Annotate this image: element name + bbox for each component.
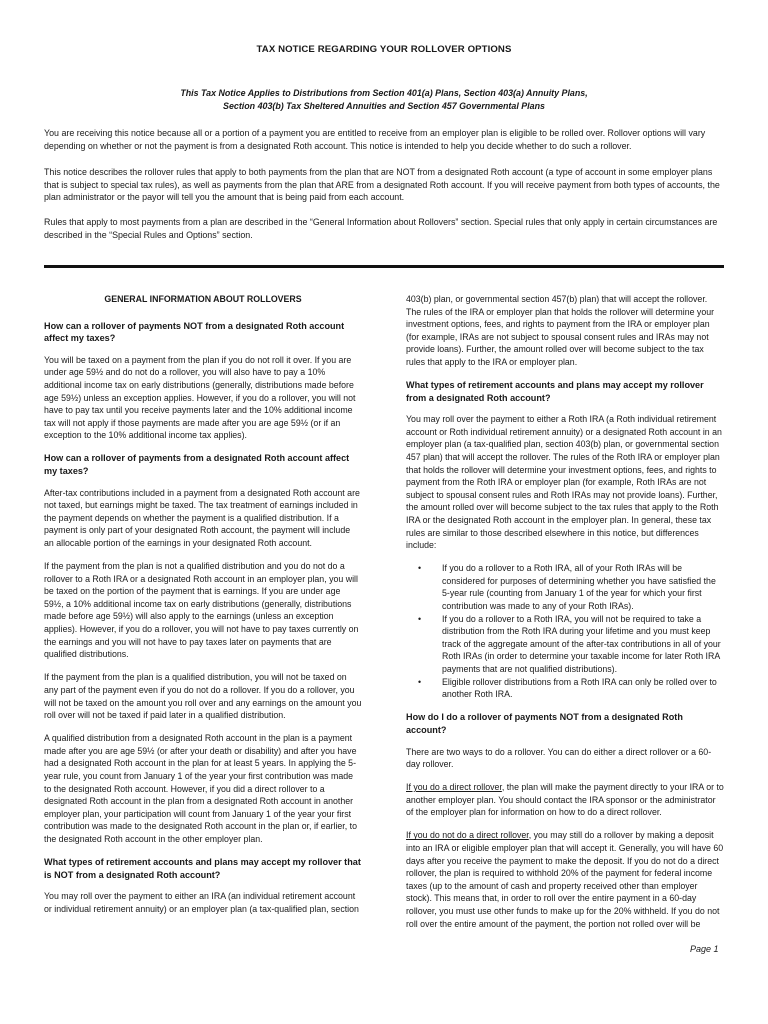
bullet-icon: •: [418, 676, 422, 687]
list-item-text: Eligible rollover distributions from a Roth IRA can only be rolled over to another Roth IRA.: [442, 676, 717, 700]
section-heading: GENERAL INFORMATION ABOUT ROLLOVERS: [104, 294, 302, 304]
body-paragraph: There are two ways to do a rollover. You can do either a direct rollover or a 60-day rollover.: [406, 746, 712, 770]
body-paragraph: If the payment from the plan is a qualified distribution, you will not be taxed on any part of the payment even if you do not do a rollover. If you do a rollover, you will not be taxed on the amount you roll over and any earnings on the amount you roll over will not be taxed if paid later in a qualified distribution.: [44, 672, 362, 721]
bullet-icon: •: [418, 563, 422, 574]
underlined-term: If you do a direct rollover: [406, 782, 502, 793]
body-paragraph: [406, 781, 724, 819]
list-item: [414, 613, 724, 676]
page-number: Page 1: [690, 944, 719, 954]
document-title: TAX NOTICE REGARDING YOUR ROLLOVER OPTIONS: [256, 44, 512, 55]
question-heading: What types of retirement accounts and plans may accept my rollover that is NOT from a designated Roth account?: [44, 857, 361, 880]
list-item: [414, 676, 724, 701]
body-paragraph: You may roll over the payment to either an IRA (an individual retirement account or individual retirement annuity) or an employer plan (a tax-qualified plan, section: [44, 891, 359, 914]
intro-paragraph-1: You are receiving this notice because all or a portion of a payment you are entitled to receive from an employer plan is eligible to be rolled over. Rollover options will vary depending on whether or not the payment is from a designated Roth account. This notice is intended to help you decide whether to do such a rollover.: [44, 128, 706, 151]
body-paragraph: 403(b) plan, or governmental section 457(b) plan) that will accept the rollover. The rules of the IRA or employer plan that holds the rollover will determine your investment options, fees, and rights to payment from the IRA or employer plan (for example, IRAs are not subject to spousal consent rules and IRAs may not provide loans). Further, the amount rolled over will become subject to the tax rules that apply to the IRA or employer plan.: [406, 294, 715, 367]
list-item: [414, 562, 724, 612]
question-heading: How do I do a rollover of payments NOT from a designated Roth account?: [406, 712, 683, 735]
subtitle-line-1: This Tax Notice Applies to Distributions from Section 401(a) Plans, Section 403(a) Annuity Plans,: [180, 88, 588, 98]
paragraph-text: , the plan will make the payment directly to your IRA or to another employer plan. You should contact the IRA sponsor or the administrator of the employer plan for information on how to do a direct rollover.: [406, 782, 724, 818]
document-subtitle: [60, 87, 708, 112]
body-paragraph: You may roll over the payment to either a Roth IRA (a Roth individual retirement account or Roth individual retirement annuity) or a designated Roth account in an employer plan (a tax-qualified plan, section 403(b) plan, or governmental section 457 plan) that will accept the rollover. The rules of the Roth IRA or employer plan that holds the rollover will determine your investment options, fees, and rights to payment from the Roth IRA or employer plan (for example, Roth IRAs are not subject to spousal consent rules and Roth IRAs may not provide loans). Further, the amount rolled over will become subject to the tax rules that apply to the Roth IRA or the designated Roth account in the employer plan. In general, these tax rules are similar to those described elsewhere in this notice, but differences include:: [406, 414, 722, 551]
body-paragraph: A qualified distribution from a designated Roth account in the plan is a payment made after you are age 59½ (or after your death or disability) and after you have had a designated Roth account in the plan for at least 5 years. In applying the 5-year rule, you count from January 1 of the year your first contribution was made to the designated Roth account. However, if you did a direct rollover to a designated Roth account in the plan from a designated Roth account in another employer plan, your participation will count from January 1 of the year your first contribution was made to the designated Roth account in the plan or, if earlier, to the designated Roth account in the other employer plan.: [44, 733, 357, 844]
bullet-icon: •: [418, 613, 422, 624]
list-item-text: If you do a rollover to a Roth IRA, all of your Roth IRAs will be considered for purposes of determining whether you have satisfied the 5-year rule (counting from January 1 of the year for which your first contribution was made to any of your Roth IRAs).: [442, 563, 716, 612]
body-paragraph: If the payment from the plan is not a qualified distribution and you do not do a rollover to a Roth IRA or a designated Roth account in an employer plan, you will be taxed on the portion of the payment that is earnings. If you are under age 59½, a 10% additional income tax on early distributions (generally, distributions made before age 59½) will also apply to the earnings (unless an exception applies). However, if you do a rollover, you will not have to pay taxes currently on the earnings and you will not have to pay taxes later on payments that are qualified distributions.: [44, 561, 359, 660]
intro-paragraph-3: Rules that apply to most payments from a plan are described in the “General Information about Rollovers” section. Special rules that only apply in certain circumstances are described in the “Special Rules and Options” section.: [44, 217, 718, 240]
subtitle-line-2: Section 403(b) Tax Sheltered Annuities and Section 457 Governmental Plans: [223, 100, 545, 111]
intro-paragraph-2: This notice describes the rollover rules that apply to both payments from the plan that are NOT from a designated Roth account (a type of account in some employer plans that is subject to special tax rules), as well as payments from the plan that ARE from a designated Roth account. If you will receive payment from both types of accounts, the plan administrator or the payor will tell you the amount that is being paid from each account.: [44, 167, 720, 203]
question-heading: What types of retirement accounts and plans may accept my rollover from a designated Roth account?: [406, 380, 704, 403]
paragraph-text: , you may still do a rollover by making a deposit into an IRA or eligible employer plan that will accept it. Generally, you will have 60 days after you receive the payment to make the deposit. If you do not do a direct rollover, the plan is required to withhold 20% of the payment for federal income taxes (up to the amount of cash and property received other than employer stock). This means that, in order to roll over the entire payment in a 60-day rollover, you must use other funds to make up for the 20% withheld. If you do not roll over the entire amount of the payment, the portion not rolled over will be: [406, 830, 724, 929]
body-paragraph: You will be taxed on a payment from the plan if you do not roll it over. If you are under age 59½ and do not do a rollover, you will also have to pay a 10% additional income tax on early distributions (generally, distributions made before age 59½) unless an exception applies. However, if you do a rollover, you will not have to pay tax until you receive payments later and the 10% additional income tax will not apply if those payments are made after you are age 59½ (or if an exception to the 10% additional income tax applies).: [44, 354, 356, 441]
bullet-list: [406, 562, 724, 701]
question-heading: How can a rollover of payments NOT from a designated Roth account affect my taxes?: [44, 320, 345, 344]
body-paragraph: [406, 829, 724, 930]
body-paragraph: After-tax contributions included in a payment from a designated Roth account are not taxed, but earnings might be taxed. The tax treatment of earnings included in the payment depends on whether the payment is a qualified distribution. If a payment is only part of your designated Roth account, the payment will include an allocable portion of the earnings in your designated Roth account.: [44, 487, 360, 548]
list-item-text: If you do a rollover to a Roth IRA, you will not be required to take a distribution from the Roth IRA during your lifetime and you must keep track of the aggregate amount of the after-tax contributions in all of your Roth IRAs (in order to determine your taxable income for later Roth IRA payments that are not qualified distributions).: [442, 613, 721, 675]
question-heading: How can a rollover of payments from a designated Roth account affect my taxes?: [44, 453, 350, 477]
underlined-term: If you do not do a direct rollover: [406, 830, 529, 841]
left-column: [44, 293, 362, 926]
section-divider: [44, 265, 724, 268]
right-column: [406, 293, 724, 941]
